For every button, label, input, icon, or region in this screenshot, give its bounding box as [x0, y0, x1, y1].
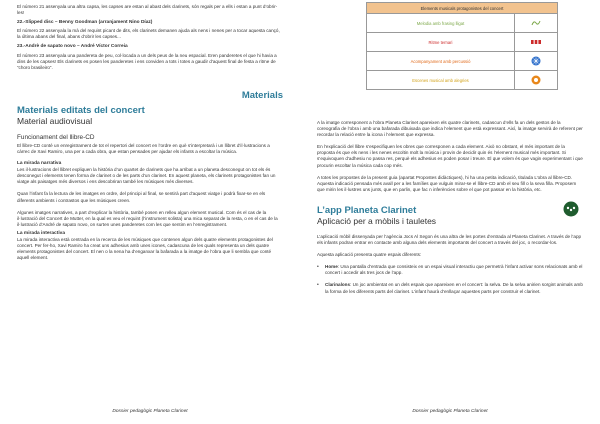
melody-icon [531, 23, 541, 28]
left-footer: Dossier pedagògic Planeta Clarinet [112, 409, 188, 414]
table-cell-label: Melodia amb frasing lligat [367, 14, 515, 33]
narrative-heading: La mirada narrativa [17, 161, 62, 167]
app-logo-icon [563, 201, 579, 222]
right-paragraph-2: En l’explicació del llibre s’especifiquen les obres que corresponen a cada element. Això no obstant, el més important de la proposta és que els nens i les nenes escoltin molt la música i provin de decidir quin és l’element musical més important. Si s’equivoquen d’adhesiu no passa res, perquè els adhesius es poden posar i treure. El que volem és que vagin experimentant i que procurin escoltar la música cada cop més. [317, 144, 583, 168]
bullet-text: : Una pantalla d’entrada que consisteix en un espai visual interactiu que permetrà l’infant activar sons relacionats amb el concert i accedir als tres jocs de l’app. [325, 264, 583, 276]
list-item [317, 264, 583, 276]
list-item [317, 282, 583, 294]
func-text: El llibre-CD conté un enregistrament de tot el repertori del concert en l’ordre en què s’interpretarà i un llibret d’il·lustracions a càrrec de Xavi Ramiro, una per a cada obra, que estan pensades per ajudar els infants a escoltar la música. [17, 142, 270, 154]
table-cell-icon [515, 71, 558, 90]
right-paragraph-3: A totes les propostes de la present guia (apartat Propostes didàctiques), hi ha una petita indicació, titulada L’obra al llibre-CD. Aquesta indicació pensada més avall per a les famílies que vulguin mirar-se el llibre-CD amb el seu fill o la seva filla. Proposem que mirin les il·lustres uns junts, que en parlin, que fac n inferències sobre el que pot passar en la història, etc. [317, 174, 577, 192]
heading-22: 22.-Slipped disc – Benny Goodman (arranjament Nino Díaz) [17, 20, 153, 26]
bullet-icon: • [317, 282, 319, 289]
right-page [300, 0, 600, 424]
bullet-text: : Un joc ambientat en un dels espais que apareixen en el concert: la selva. De la selva anirien sorgint animals amb la forma de les diferents parts del clarinet. L’infant haurà d’enllaçar aquestes parts per construir el clarinet. [325, 282, 583, 294]
table-cell-label: Escenes musical amb alegries [367, 71, 515, 90]
bullet-icon: • [317, 264, 319, 271]
paragraph-23: El número 23 assenyala una pandereta de peu, col·locada a un dels peus de la neu espacial. Eren panderetes el que hi havia a dins de les capses! Els clarinets es posen les panderetes i ens conviden a tots i totes a gaudir d’aquest final de festa a ritme de “choro brasileiro”. [17, 52, 277, 70]
materials-title: Materials editats del concert [17, 104, 145, 116]
paragraph-21: El número 21 assenyala una altra capsa, les capses are estan al abast dels clarinets, són regals per a ells i estan a punt d’obrir-les! [17, 4, 278, 16]
heading-23: 23.-Andrè de sapato novo – André Víctor Correia [17, 44, 128, 50]
table-header: Elements musicals protagonistes del concert [367, 3, 558, 14]
table-cell-label: Acompanyament amb percussió [367, 52, 515, 71]
paragraph-22: El número 22 assenyala la mà del requint picant de dits, els clarinets demanen ajuda als nens i nenes per a tocar aquesta cançó, la última abans del final, abans d’obrir les capses... [17, 28, 280, 40]
table-row [367, 52, 558, 71]
joy-icon [531, 81, 541, 86]
narrative-p2: Quan l’infant fa la lectura de les imatges en ordre, del principi al final, se sentirà part d’aquest viatge i podrà fixar-se en els diferents ambients i contrastos que les músiques creen. [17, 191, 266, 203]
app-paragraph-2: Aquesta aplicació presenta quatre espais diferents: [317, 252, 422, 258]
table-cell-icon [515, 52, 558, 71]
right-paragraph-1: A la imatge corresponent a l’obra Planeta Clarinet apareixen els quatre clarinets, cadascun d’ells fa un dels gestos de la coreografia de l’obra i amb una bafarada dibuixada que indica l’element que està expressant. Així, la imatge servirà de referent per recordar la relació entre la icona i l’element que expressa. [317, 120, 583, 138]
table-row [367, 71, 558, 90]
left-column [17, 4, 283, 261]
right-column [317, 120, 583, 295]
table-row [367, 33, 558, 52]
app-paragraph-1: L’aplicació mòbil dissenyada per l’agència Jocs Al Segon és una altra de les portes d’entrada al Planeta Clarinet. A través de l’app els infants podran entrar en contacte amb alguna dels elements importants del concert a través del joc, o recordar-los. [317, 233, 582, 246]
func-heading: Funcionament del llibre-CD [17, 133, 95, 141]
app-subtitle: Aplicació per a mòbils i tauletes [317, 215, 437, 226]
section-label-wrap [17, 85, 283, 103]
app-section [317, 205, 583, 226]
interactive-heading: La mirada interactiva [17, 230, 65, 236]
ternary-rhythm-icon [530, 42, 542, 47]
app-title: L’app Planeta Clarinet [317, 204, 417, 216]
narrative-p3: Algunes imatges narratives, a part d’explicar la història, també posen en relleu algun element musical. Com és el cas de la il·lustració del Concert de Mutter, en la qual es veu el requint (l’instrument solista) una mica separat de la resta, o en el cas de la il·lustració d’André de sapato novo, on surten unes panderetes com les que sentim en l’enregistrament. [17, 209, 278, 227]
bullet-head: Home [325, 264, 338, 270]
materials-subtitle: Material audiovisual [17, 115, 93, 126]
section-label: Materials [241, 89, 283, 101]
narrative-p1: Les il·lustracions del llibret expliquen la història d’un quartet de clarinets que ha arribat a un planeta desconegut on tot els és desconegut i elements tenen forma de clarinet o de les parts d’un clarinet. En aquest planeta, els clarinets protagonistes fan un viatge als paisatges més diversos i ens descobriran també les músiques més diverses. [17, 167, 276, 185]
elements-table [366, 2, 558, 90]
table-cell-label: Ritme ternari [367, 33, 515, 52]
table-cell-icon [515, 33, 558, 52]
interactive-text: La mirada interactiva està centrada en la recerca de les músiques que contenen algun dels quatre elements protagonistes del concert. Per fer-ho, Xavi Ramiro ha creat uns adhesius amb unes icones, cadascuna de les quals representa un dels quatre elements protagonistes del concert. El nen o la nena ha d’enganxar la bafarada a la imatge de l’obra que li sembla que conté aquell element. [17, 236, 273, 261]
percussion-icon [531, 62, 541, 67]
table-cell-icon [515, 14, 558, 33]
table-header-row [367, 3, 558, 14]
right-footer: Dossier pedagògic Planeta Clarinet [412, 409, 488, 414]
table-row [367, 14, 558, 33]
bullet-head: Clarinalons [325, 282, 351, 288]
